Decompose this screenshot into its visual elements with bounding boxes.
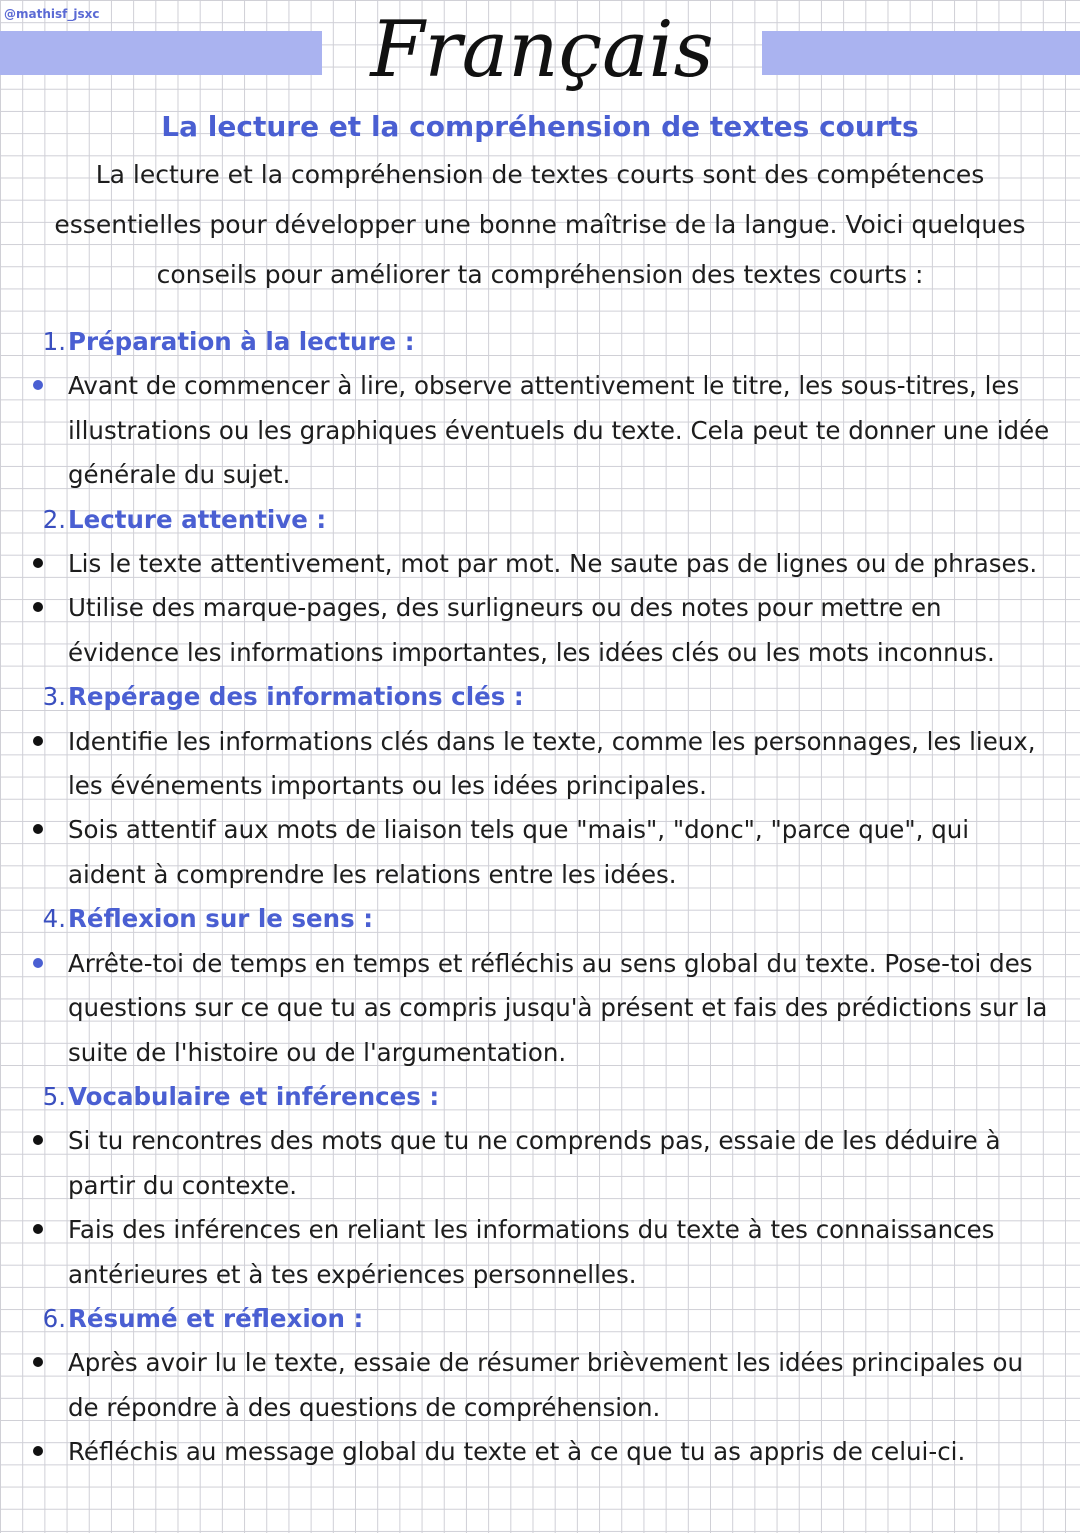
list-item: Réfléchis au message global du texte et à ce que tu as appris de celui-ci. [0,1430,1080,1474]
title-band-right [762,31,1080,75]
bullet-dot [33,1357,43,1367]
bullet-dot [33,824,43,834]
list-item: Lis le texte attentivement, mot par mot. Ne saute pas de lignes ou de phrases. [0,542,1080,586]
section-3-heading: 3. Repérage des informations clés : [42,682,524,712]
bullet-dot [33,1135,43,1145]
bullet-dot [33,558,43,568]
list-item: Sois attentif aux mots de liaison tels que "mais", "donc", "parce que", qui aident à comprendre les relations entre les idées. [0,808,1080,897]
list-item: Fais des inférences en reliant les informations du texte à tes connaissances antérieures et à tes expériences personnelles. [0,1208,1080,1297]
section-1-heading: 1. Préparation à la lecture : [42,327,415,356]
intro-paragraph: La lecture et la compréhension de textes courts sont des compétences essentielles pour développer une bonne maîtrise de la langue. Voici quelques conseils pour améliorer ta compréhension des textes courts : [54,160,1026,289]
list-item: Utilise des marque-pages, des surligneurs ou des notes pour mettre en évidence les informations importantes, les idées clés ou les mots inconnus. [0,586,1080,675]
bullet-dot [33,1224,43,1234]
subtitle: La lecture et la compréhension de textes courts [161,110,919,143]
list-item: Après avoir lu le texte, essaie de résumer brièvement les idées principales ou de répondre à des questions de compréhension. [0,1341,1080,1430]
list-item: Arrête-toi de temps en temps et réfléchis au sens global du texte. Pose-toi des questions sur ce que tu as compris jusqu'à présent et fais des prédictions sur la suite de l'histoire ou de l'argumentation. [0,942,1080,1075]
section-4-heading: 4. Réflexion sur le sens : [42,904,373,934]
bullet-dot [33,602,43,612]
section-6-heading: 6. Résumé et réflexion : [42,1303,364,1333]
author-handle: @mathisf_jsxc [4,7,100,21]
list-item: Si tu rencontres des mots que tu ne comprends pas, essaie de les déduire à partir du contexte. [0,1119,1080,1208]
list-item: Avant de commencer à lire, observe attentivement le titre, les sous-titres, les illustrations ou les graphiques éventuels du texte. Cela peut te donner une idée générale du sujet. [0,364,1080,497]
bullet-dot [33,958,43,968]
bullet-dot [33,736,43,746]
section-5-heading: 5. Vocabulaire et inférences : [42,1081,440,1111]
bullet-dot [33,380,43,390]
title-band-left [0,31,322,75]
sections-list [0,320,1080,1475]
page-title: Français [370,5,714,95]
section-2-heading: 2. Lecture attentive : [42,504,327,534]
bullet-dot [33,1446,43,1456]
list-item: Identifie les informations clés dans le texte, comme les personnages, les lieux, les événements importants ou les idées principales. [0,720,1080,809]
